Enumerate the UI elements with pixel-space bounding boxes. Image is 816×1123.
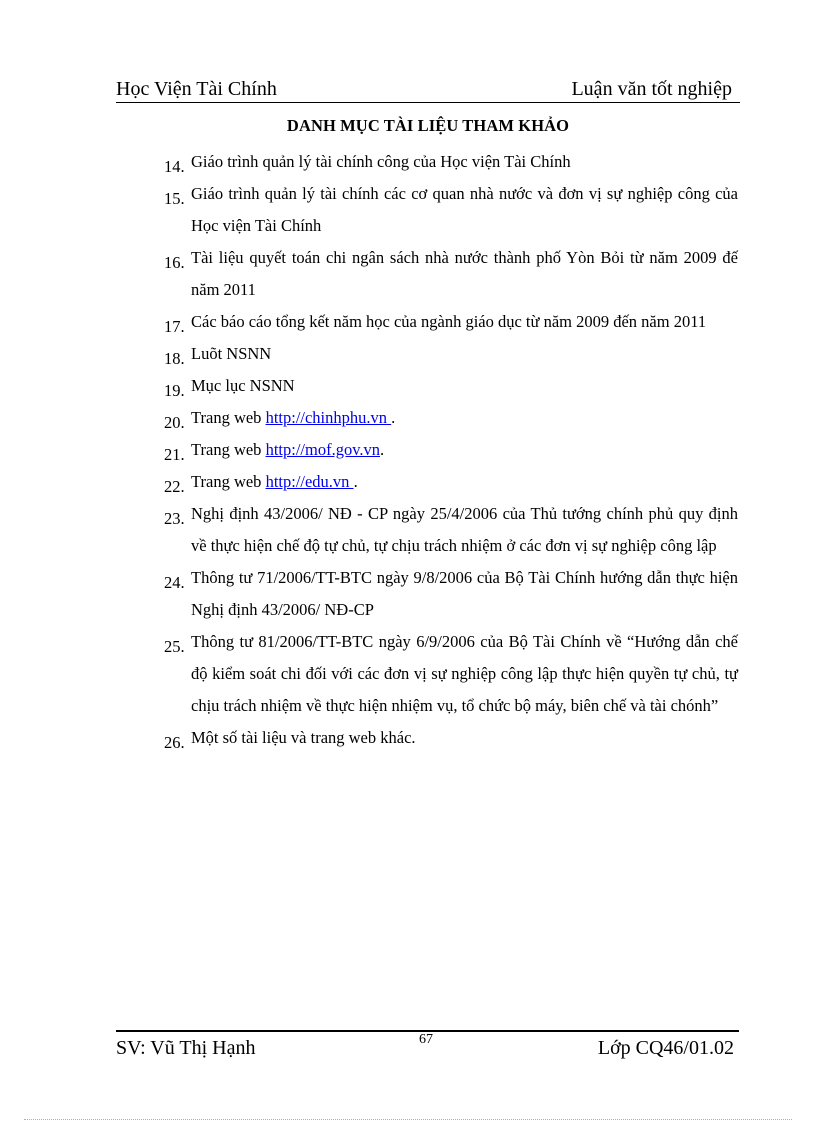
reference-number: 25. [164, 637, 185, 656]
reference-text: Giáo trình quản lý tài chính công của Học viện Tài Chính [191, 152, 571, 171]
reference-suffix: . [380, 440, 385, 459]
reference-list [164, 146, 738, 754]
reference-text: Nghị định 43/2006/ NĐ - CP ngày 25/4/2006 của Thủ tướng chính phủ quy định về thực hiện chế độ tự chủ, tự chịu trách nhiệm ở các đơn vị sự nghiệp công lập [191, 504, 738, 555]
reference-item [164, 402, 738, 434]
reference-link-mof[interactable]: http://mof.gov.vn [265, 440, 380, 459]
reference-item [164, 146, 738, 178]
reference-text [191, 434, 738, 466]
reference-number: 26. [164, 733, 185, 752]
reference-number: 18. [164, 349, 185, 368]
reference-item [164, 626, 738, 722]
reference-number: 21. [164, 445, 185, 464]
reference-prefix: Trang web [191, 408, 266, 427]
reference-item [164, 466, 738, 498]
reference-number: 22. [164, 477, 185, 496]
reference-text: Mục lục NSNN [191, 376, 295, 395]
reference-link-chinhphu[interactable]: http://chinhphu.vn [265, 408, 392, 427]
reference-text [191, 466, 738, 498]
reference-item [164, 562, 738, 626]
header-document-type: Luận văn tốt nghiệp [571, 78, 732, 100]
footer-student-name: SV: Vũ Thị Hạnh [116, 1037, 256, 1059]
reference-text: Giáo trình quản lý tài chính các cơ quan nhà nước và đơn vị sự nghiệp công của Học viện Tài Chính [191, 184, 738, 235]
reference-number: 14. [164, 157, 185, 176]
reference-text: Luõt NSNN [191, 344, 272, 363]
reference-item [164, 498, 738, 562]
header-institution: Học Viện Tài Chính [116, 78, 277, 100]
reference-number: 17. [164, 317, 185, 336]
reference-item [164, 722, 738, 754]
reference-prefix: Trang web [191, 472, 266, 491]
reference-text: Thông tư 71/2006/TT-BTC ngày 9/8/2006 của Bộ Tài Chính hướng dẫn thực hiện Nghị định 43/2006/ NĐ-CP [191, 568, 738, 619]
reference-item [164, 370, 738, 402]
reference-number: 23. [164, 509, 185, 528]
reference-number: 15. [164, 189, 185, 208]
reference-number: 24. [164, 573, 185, 592]
reference-link-edu[interactable]: http://edu.vn [265, 472, 354, 491]
page-edge-divider [24, 1119, 792, 1120]
reference-suffix: . [391, 408, 396, 427]
reference-item [164, 338, 738, 370]
reference-text: Các báo cáo tổng kết năm học của ngành giáo dục từ năm 2009 đến năm 2011 [191, 312, 707, 331]
reference-suffix: . [353, 472, 358, 491]
reference-number: 16. [164, 253, 185, 272]
reference-prefix: Trang web [191, 440, 266, 459]
reference-item [164, 178, 738, 242]
reference-text: Thông tư 81/2006/TT-BTC ngày 6/9/2006 của Bộ Tài Chính về “Hướng dẫn chế độ kiểm soát chi đối với các đơn vị sự nghiệp công lập thực hiện quyền tự chủ, tự chịu trách nhiệm về thực hiện nhiệm vụ, tổ chức bộ máy, biên chế và tài chónh” [191, 632, 738, 715]
reference-number: 19. [164, 381, 185, 400]
reference-item [164, 434, 738, 466]
page-number: 67 [419, 1032, 433, 1047]
footer-class-code: Lớp CQ46/01.02 [597, 1037, 734, 1059]
reference-item [164, 242, 738, 306]
page-header [116, 76, 740, 103]
reference-text: Một số tài liệu và trang web khác. [191, 728, 416, 747]
reference-text [191, 402, 738, 434]
page-title: DANH MỤC TÀI LIỆU THAM KHẢO [286, 116, 570, 135]
reference-text: Tài liệu quyết toán chi ngân sách nhà nước thành phố Yòn Bỏi từ năm 2009 đế năm 2011 [191, 248, 738, 299]
reference-number: 20. [164, 413, 185, 432]
reference-item [164, 306, 738, 338]
